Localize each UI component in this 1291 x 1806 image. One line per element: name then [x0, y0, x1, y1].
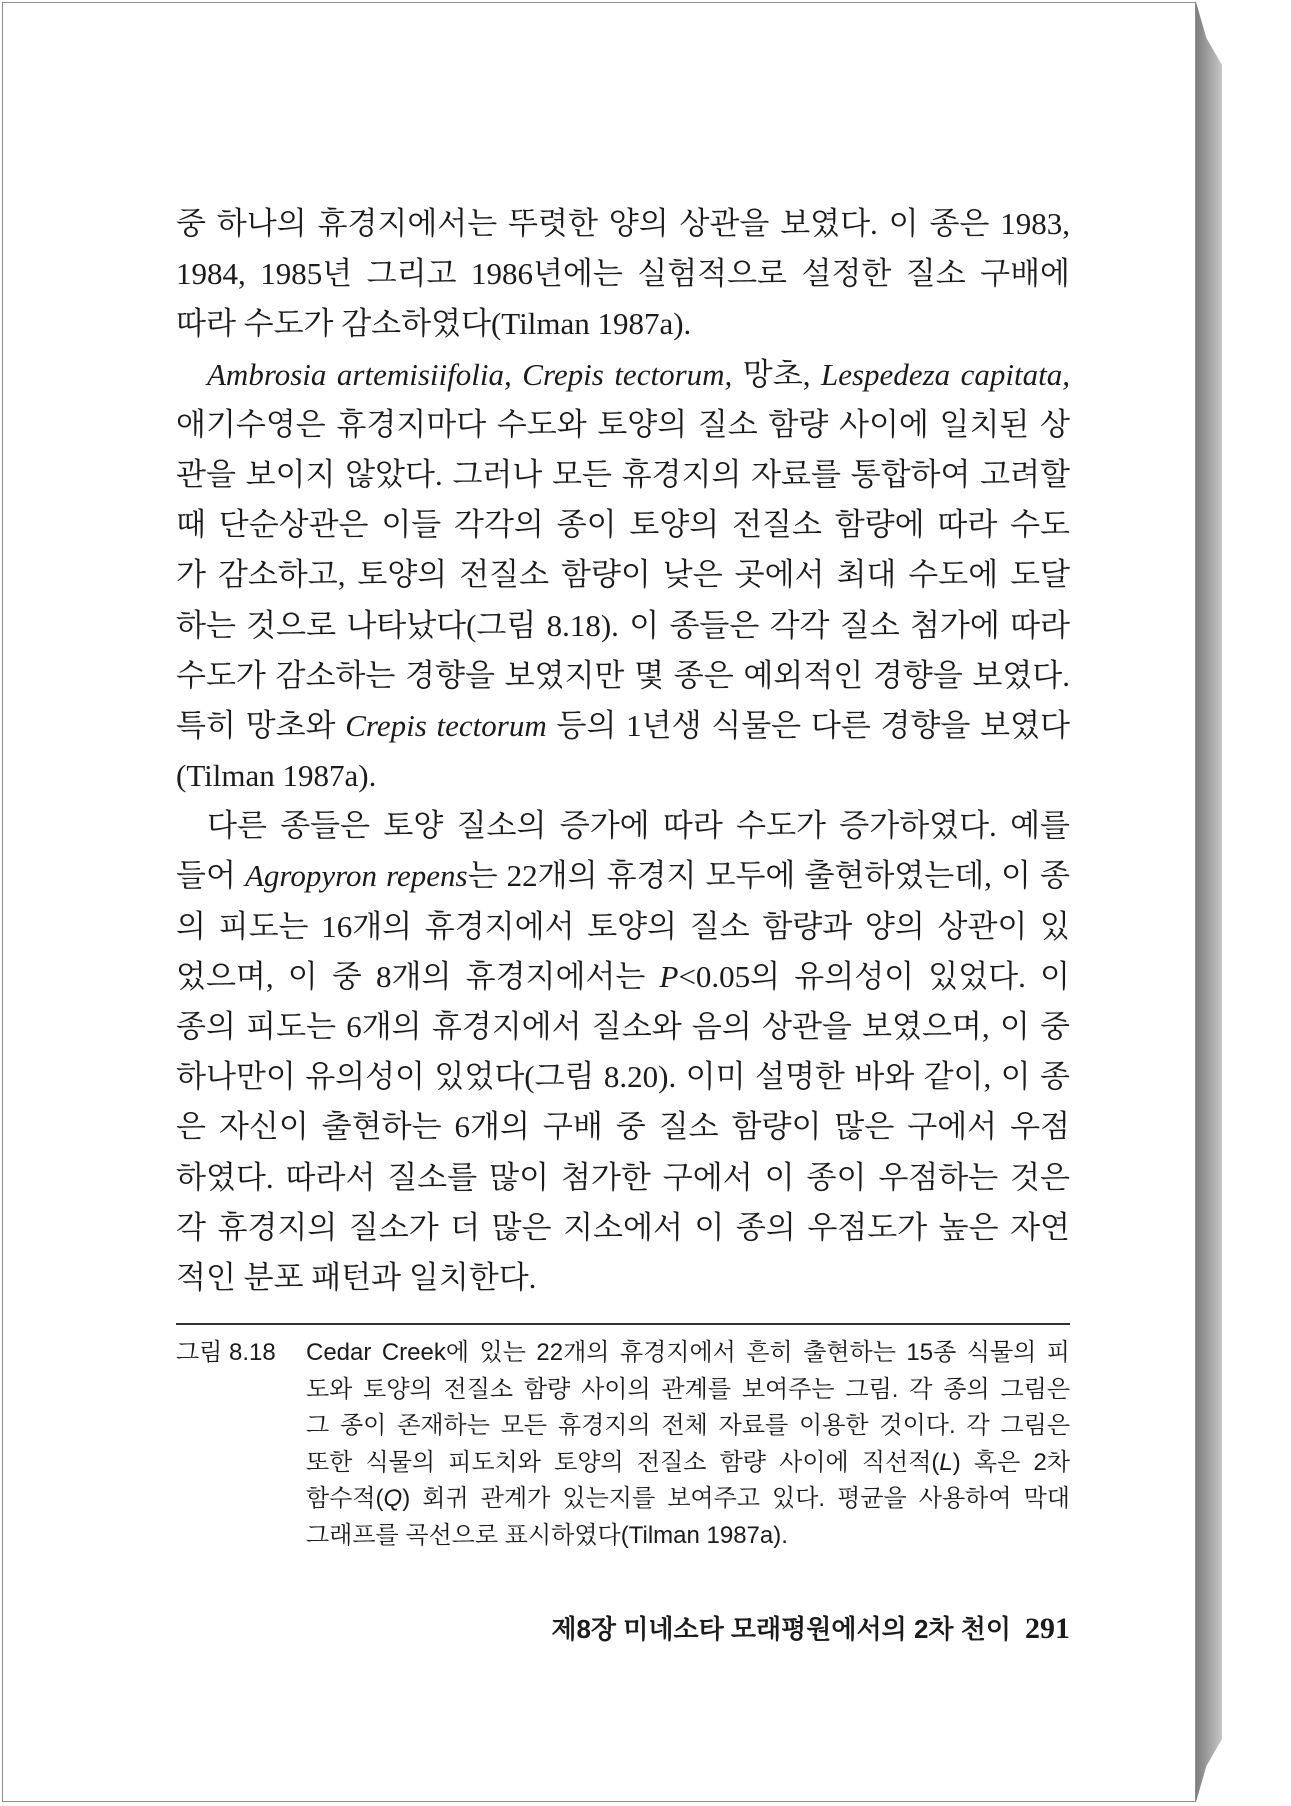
body-text	[176, 199, 1070, 1303]
text-line: 다른 종들은 토양 질소의 증가에 따라 수도가 증가하였다. 예를	[207, 808, 1070, 844]
text-line: 하나만이 유의성이 있었다(그림 8.20). 이미 설명한 바와 같이, 이 종	[176, 1059, 1070, 1095]
caption-line: 또한 식물의 피도치와 토양의 전질소 함량 사이에 직선적(L) 혹은 2차	[306, 1448, 1070, 1476]
text-line: 수도가 감소하는 경향을 보였지만 몇 종은 예외적인 경향을 보였다.	[176, 657, 1070, 693]
text-line: 가 감소하고, 토양의 전질소 함량이 낮은 곳에서 최대 수도에 도달	[176, 557, 1070, 593]
caption-line: Cedar Creek에 있는 22개의 휴경지에서 흔히 출현하는 15종 식물의 피	[306, 1339, 1070, 1366]
text-line: 따라 수도가 감소하였다(Tilman 1987a).	[176, 306, 692, 342]
text-line: 1984, 1985년 그리고 1986년에는 실험적으로 설정한 질소 구배에	[176, 256, 1070, 292]
caption-divider	[176, 1323, 1070, 1325]
linear-symbol: L	[939, 1448, 953, 1476]
caption-body	[306, 1335, 1070, 1554]
species-name: Lespedeza capitata,	[820, 356, 1071, 392]
species-name: Ambrosia artemisiifolia, Crepis tectorum,	[207, 356, 733, 392]
text-line: 적인 분포 패턴과 일치한다.	[176, 1259, 537, 1295]
caption-line: 그 종이 존재하는 모든 휴경지의 전체 자료를 이용한 것이다. 각 그림은	[306, 1412, 1070, 1439]
text-line: 때 단순상관은 이들 각각의 종이 토양의 전질소 함량에 따라 수도	[176, 507, 1070, 543]
text-line: 들어 Agropyron repens는 22개의 휴경지 모두에 출현하였는데, 이 종	[176, 858, 1070, 894]
text-line: 종의 피도는 6개의 휴경지에서 질소와 음의 상관을 보였으며, 이 중	[176, 1009, 1070, 1044]
text-line: 은 자신이 출현하는 6개의 구배 중 질소 함량이 많은 구에서 우점	[176, 1109, 1070, 1145]
chapter-title: 제8장 미네소타 모래평원에서의 2차 천이	[551, 1614, 1011, 1644]
p-value-symbol: P	[659, 958, 679, 994]
text-line: 었으며, 이 중 8개의 휴경지에서는 P<0.05의 유의성이 있었다. 이	[176, 958, 1071, 994]
text-line: 중 하나의 휴경지에서는 뚜렷한 양의 상관을 보였다. 이 종은 1983,	[176, 206, 1070, 241]
running-footer	[176, 1609, 1070, 1646]
text-line: 각 휴경지의 질소가 더 많은 지소에서 이 종의 우점도가 높은 자연	[176, 1209, 1070, 1245]
species-name: Agropyron repens	[244, 858, 468, 894]
text-line: 애기수영은 휴경지마다 수도와 토양의 질소 함량 사이에 일치된 상	[176, 406, 1070, 442]
text-line: 의 피도는 16개의 휴경지에서 토양의 질소 함량과 양의 상관이 있	[176, 908, 1070, 944]
page-edge-shadow	[1196, 2, 1222, 1802]
caption-line: 도와 토양의 전질소 함량 사이의 관계를 보여주는 그림. 각 종의 그림은	[306, 1375, 1070, 1403]
caption-line: 함수적(Q) 회귀 관계가 있는지를 보여주고 있다. 평균을 사용하여 막대	[306, 1485, 1070, 1512]
text-line: 관을 보이지 않았다. 그러나 모든 휴경지의 자료를 통합하여 고려할	[176, 456, 1070, 492]
page-number: 291	[1025, 1612, 1070, 1645]
text-line: 특히 망초와 Crepis tectorum 등의 1년생 식물은 다른 경향을 보였다	[176, 707, 1070, 743]
text-line: 하는 것으로 나타났다(그림 8.18). 이 종들은 각각 질소 첨가에 따라	[176, 607, 1070, 643]
book-page	[2, 2, 1196, 1802]
quadratic-symbol: Q	[383, 1485, 403, 1512]
text-line: (Tilman 1987a).	[176, 758, 377, 794]
figure-label: 그림 8.18	[176, 1339, 276, 1366]
species-name: Crepis tectorum	[345, 707, 547, 743]
caption-line: 그래프를 곡선으로 표시하였다(Tilman 1987a).	[306, 1521, 788, 1549]
text-line: 하였다. 따라서 질소를 많이 첨가한 구에서 이 종이 우점하는 것은	[176, 1159, 1070, 1195]
text-line: Ambrosia artemisiifolia, Crepis tectorum, 망초, Lespedeza capitata,	[207, 356, 1071, 392]
